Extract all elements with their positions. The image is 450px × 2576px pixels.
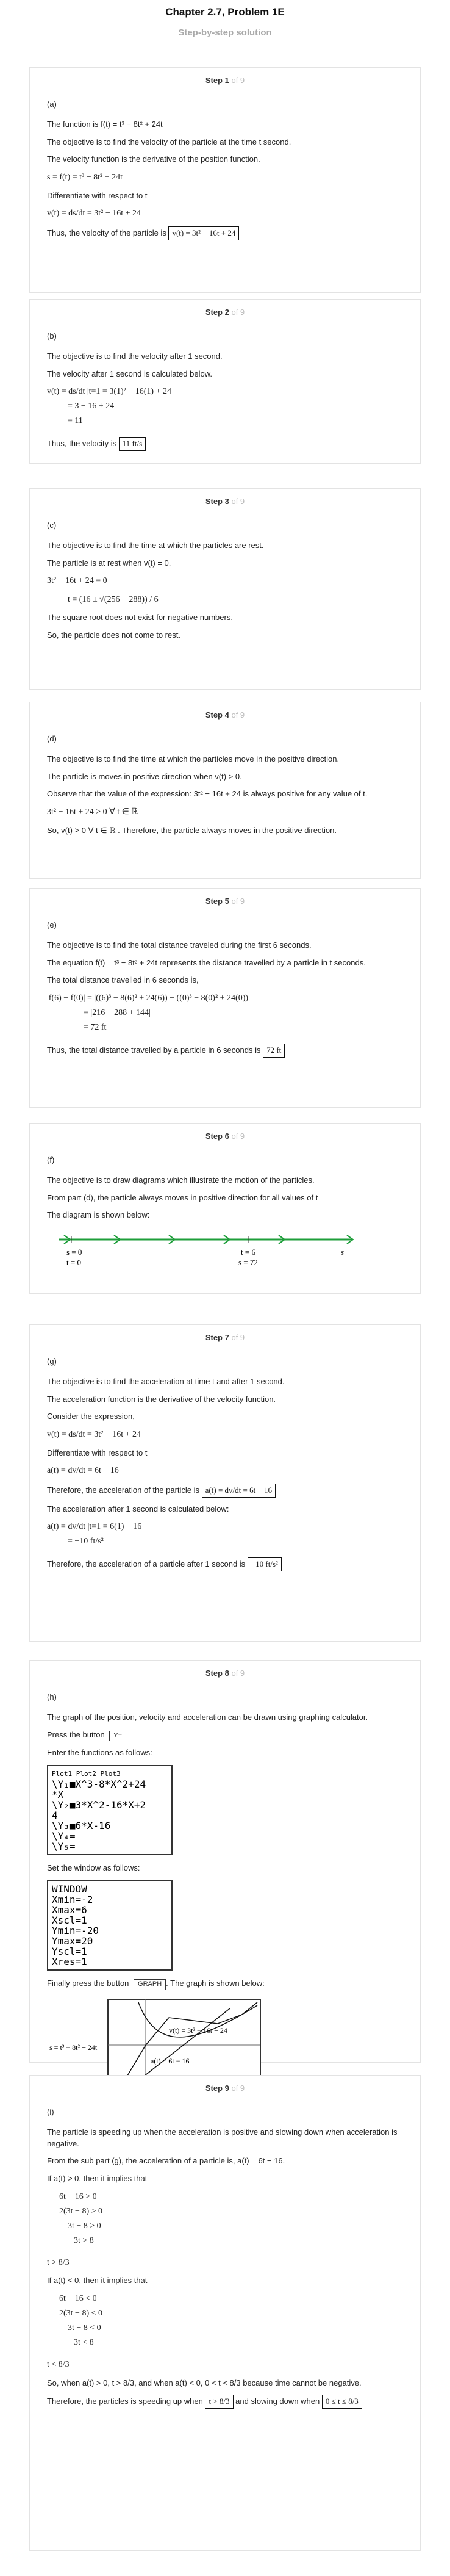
- text-line: The objective is to find the time at which the particles move in the positive direction.: [47, 754, 340, 763]
- math-line: v(t) = ds/dt = 3t² − 16t + 24: [47, 1430, 141, 1440]
- text-line: Differentiate with respect to t: [47, 190, 148, 200]
- answer-line: Therefore, the acceleration of a particle after 1 second is −10 ft/s²: [47, 1557, 403, 1571]
- text-line: If a(t) > 0, then it implies that: [47, 2174, 148, 2184]
- text-line: Enter the functions as follows:: [47, 1748, 152, 1758]
- step-4-card: [29, 702, 421, 879]
- part-label: (h): [47, 1692, 57, 1701]
- text-line: Consider the expression,: [47, 1412, 135, 1421]
- step-1-card: [29, 67, 421, 293]
- axis-label: s: [341, 1247, 345, 1257]
- left-t-label: t = 0: [66, 1258, 81, 1268]
- acceleration-label: a(t) = 6t − 16: [151, 2057, 190, 2066]
- text-line: The equation f(t) = t³ − 8t² + 24t represents the distance travelled by a particle in t seconds.: [47, 958, 366, 967]
- math-line: v(t) = ds/dt |t=1 = 3(1)² − 16(1) + 24: [47, 387, 171, 397]
- step-6-title: Step 6 of 9: [205, 1131, 245, 1141]
- answer-box: −10 ft/s²: [248, 1557, 282, 1571]
- answer-box: a(t) = dv/dt = 6t − 16: [202, 1484, 276, 1498]
- part-label: (g): [47, 1356, 57, 1366]
- graph-key[interactable]: GRAPH: [134, 1979, 166, 1990]
- math-line: 3t² − 16t + 24 = 0: [47, 576, 107, 586]
- text-line: Set the window as follows:: [47, 1863, 140, 1873]
- answer-line: Thus, the velocity of the particle is v(t) = 3t² − 16t + 24: [47, 226, 403, 240]
- calculator-window-screen: WINDOW Xmin=-2 Xmax=6 Xscl=1 Ymin=-20 Ymax=20 Yscl=1 Xres=1: [47, 1880, 173, 1971]
- math-line: = 11: [68, 416, 83, 426]
- math-line: = |216 − 288 + 144|: [84, 1008, 151, 1018]
- step-4-title: Step 4 of 9: [205, 710, 245, 720]
- math-line: a(t) = dv/dt |t=1 = 6(1) − 16: [47, 1522, 142, 1532]
- chapter-title: Chapter 2.7, Problem 1E: [165, 6, 285, 18]
- part-label: (d): [47, 734, 57, 743]
- text-line: The objective is to find the velocity after 1 second.: [47, 351, 223, 361]
- text-line: The particle is speeding up when the acceleration is positive and slowing down when acceleration is negative.: [47, 2127, 398, 2148]
- solution-subtitle: Step-by-step solution: [178, 27, 272, 38]
- step-9-card: [29, 2075, 421, 2551]
- text-line: The particle is moves in positive direction when v(t) > 0.: [47, 771, 242, 781]
- text-line: Finally press the button GRAPH . The graph is shown below:: [47, 1978, 403, 1990]
- answer-box: 72 ft: [263, 1044, 285, 1058]
- text-line: If a(t) < 0, then it implies that: [47, 2276, 148, 2286]
- text-line: The objective is to draw diagrams which illustrate the motion of the particles.: [47, 1175, 315, 1185]
- text-line: Therefore, the acceleration of the particle is a(t) = dv/dt = 6t − 16: [47, 1484, 403, 1498]
- text-line: The square root does not exist for negative numbers.: [47, 612, 233, 622]
- step-7-title: Step 7 of 9: [205, 1333, 245, 1342]
- math-line: = −10 ft/s²: [68, 1537, 104, 1546]
- step-2-card: [29, 299, 421, 464]
- step-1-title: Step 1 of 9: [205, 76, 245, 85]
- part-label: (c): [47, 520, 57, 530]
- text-line: Differentiate with respect to t: [47, 1448, 148, 1457]
- math-line: 3t < 8: [74, 2338, 94, 2348]
- math-line: t = (16 ± √(256 − 288)) / 6: [68, 594, 159, 604]
- text-line: Observe that the value of the expression: 3t² − 16t + 24 is always positive for any value of t.: [47, 789, 368, 799]
- text-line: The acceleration function is the derivative of the velocity function.: [47, 1394, 276, 1404]
- math-line: 3t² − 16t + 24 > 0 ∀ t ∈ ℝ: [47, 807, 138, 817]
- right-t-label: t = 6: [241, 1247, 255, 1257]
- text-line: From part (d), the particle always moves in positive direction for all values of t: [47, 1192, 318, 1202]
- slow-down-box: 0 ≤ t ≤ 8/3: [322, 2395, 362, 2409]
- text-line: The velocity function is the derivative of the position function.: [47, 154, 260, 164]
- math-line: 6t − 16 > 0: [59, 2192, 97, 2202]
- motion-diagram: [47, 1227, 364, 1282]
- text-line: From the sub part (g), the acceleration of a particle is, a(t) = 6t − 16.: [47, 2156, 285, 2166]
- step-3-card: [29, 488, 421, 690]
- text-line: The objective is to find the total distance traveled during the first 6 seconds.: [47, 940, 312, 950]
- text-line: The diagram is shown below:: [47, 1210, 150, 1220]
- left-s-label: s = 0: [66, 1247, 82, 1257]
- page-header: [0, 0, 450, 44]
- math-line: t > 8/3: [47, 2258, 70, 2268]
- math-line: 3t − 8 > 0: [68, 2221, 101, 2231]
- step-8-title: Step 8 of 9: [205, 1669, 245, 1678]
- part-label: (f): [47, 1155, 55, 1164]
- text-line: The total distance travelled in 6 seconds is,: [47, 975, 199, 985]
- math-line: = 72 ft: [84, 1023, 107, 1033]
- math-line: 3t − 8 < 0: [68, 2323, 101, 2333]
- step-7-card: [29, 1324, 421, 1642]
- math-line: |f(6) − f(0)| = |((6)³ − 8(6)² + 24(6)) − ((0)³ − 8(0)² + 24(0))|: [47, 994, 250, 1003]
- step-3-title: Step 3 of 9: [205, 497, 245, 506]
- velocity-label: v(t) = 3t² − 16t + 24: [169, 2026, 227, 2035]
- text-line: The particle is at rest when v(t) = 0.: [47, 558, 171, 568]
- answer-box: 11 ft/s: [119, 437, 146, 451]
- text-line: So, v(t) > 0 ∀ t ∈ ℝ . Therefore, the particle always moves in the positive direction.: [47, 825, 337, 835]
- step-2-title: Step 2 of 9: [205, 308, 245, 317]
- part-label: (b): [47, 331, 57, 341]
- step-6-card: [29, 1123, 421, 1294]
- math-line: v(t) = ds/dt = 3t² − 16t + 24: [47, 209, 141, 218]
- text-line: So, when a(t) > 0, t > 8/3, and when a(t) < 0, 0 < t < 8/3 because time cannot be negative.: [47, 2378, 362, 2387]
- text-line: The objective is to find the time at which the particles are rest.: [47, 540, 264, 550]
- step-5-title: Step 5 of 9: [205, 897, 245, 906]
- calculator-y-screen: Plot1 Plot2 Plot3 \Y₁■X^3-8*X^2+24 *X \Y₂■3*X^2-16*X+2 4 \Y₃■6*X-16 \Y₄= \Y₅=: [47, 1765, 173, 1855]
- math-line: = 3 − 16 + 24: [68, 402, 115, 411]
- step-8-card: [29, 1660, 421, 2066]
- text-line: The graph of the position, velocity and acceleration can be drawn using graphing calculator.: [47, 1712, 368, 1722]
- text-line: The function is f(t) = t³ − 8t² + 24t: [47, 119, 163, 129]
- part-label: (a): [47, 99, 57, 109]
- part-label: (e): [47, 920, 57, 929]
- answer-line: Thus, the velocity is 11 ft/s: [47, 437, 403, 451]
- answer-box: v(t) = 3t² − 16t + 24: [168, 226, 239, 240]
- math-line: 2(3t − 8) > 0: [59, 2207, 103, 2217]
- math-line: t < 8/3: [47, 2360, 70, 2370]
- answer-line: Therefore, the particles is speeding up when t > 8/3 and slowing down when 0 ≤ t ≤ 8/3: [47, 2395, 403, 2409]
- text-line: The velocity after 1 second is calculated below.: [47, 369, 212, 378]
- math-line: a(t) = dv/dt = 6t − 16: [47, 1466, 119, 1476]
- y-equals-key[interactable]: Y=: [109, 1731, 126, 1742]
- answer-line: Thus, the total distance travelled by a particle in 6 seconds is 72 ft: [47, 1044, 403, 1058]
- step-9-title: Step 9 of 9: [205, 2084, 245, 2093]
- text-line: The objective is to find the acceleration at time t and after 1 second.: [47, 1376, 285, 1386]
- math-line: 2(3t − 8) < 0: [59, 2309, 103, 2318]
- speed-up-box: t > 8/3: [205, 2395, 233, 2409]
- position-label: s = t³ − 8t² + 24t: [49, 2043, 98, 2052]
- text-line: The acceleration after 1 second is calculated below:: [47, 1504, 229, 1513]
- text-line: Press the button Y=: [47, 1730, 403, 1742]
- math-line: s = f(t) = t³ − 8t² + 24t: [47, 173, 123, 182]
- step-5-card: [29, 888, 421, 1108]
- text-line: The objective is to find the velocity of the particle at the time t second.: [47, 137, 291, 146]
- text-line: So, the particle does not come to rest.: [47, 630, 180, 640]
- math-line: 3t > 8: [74, 2236, 94, 2246]
- right-s-label: s = 72: [238, 1258, 258, 1268]
- part-label: (i): [47, 2107, 54, 2116]
- math-line: 6t − 16 < 0: [59, 2294, 97, 2304]
